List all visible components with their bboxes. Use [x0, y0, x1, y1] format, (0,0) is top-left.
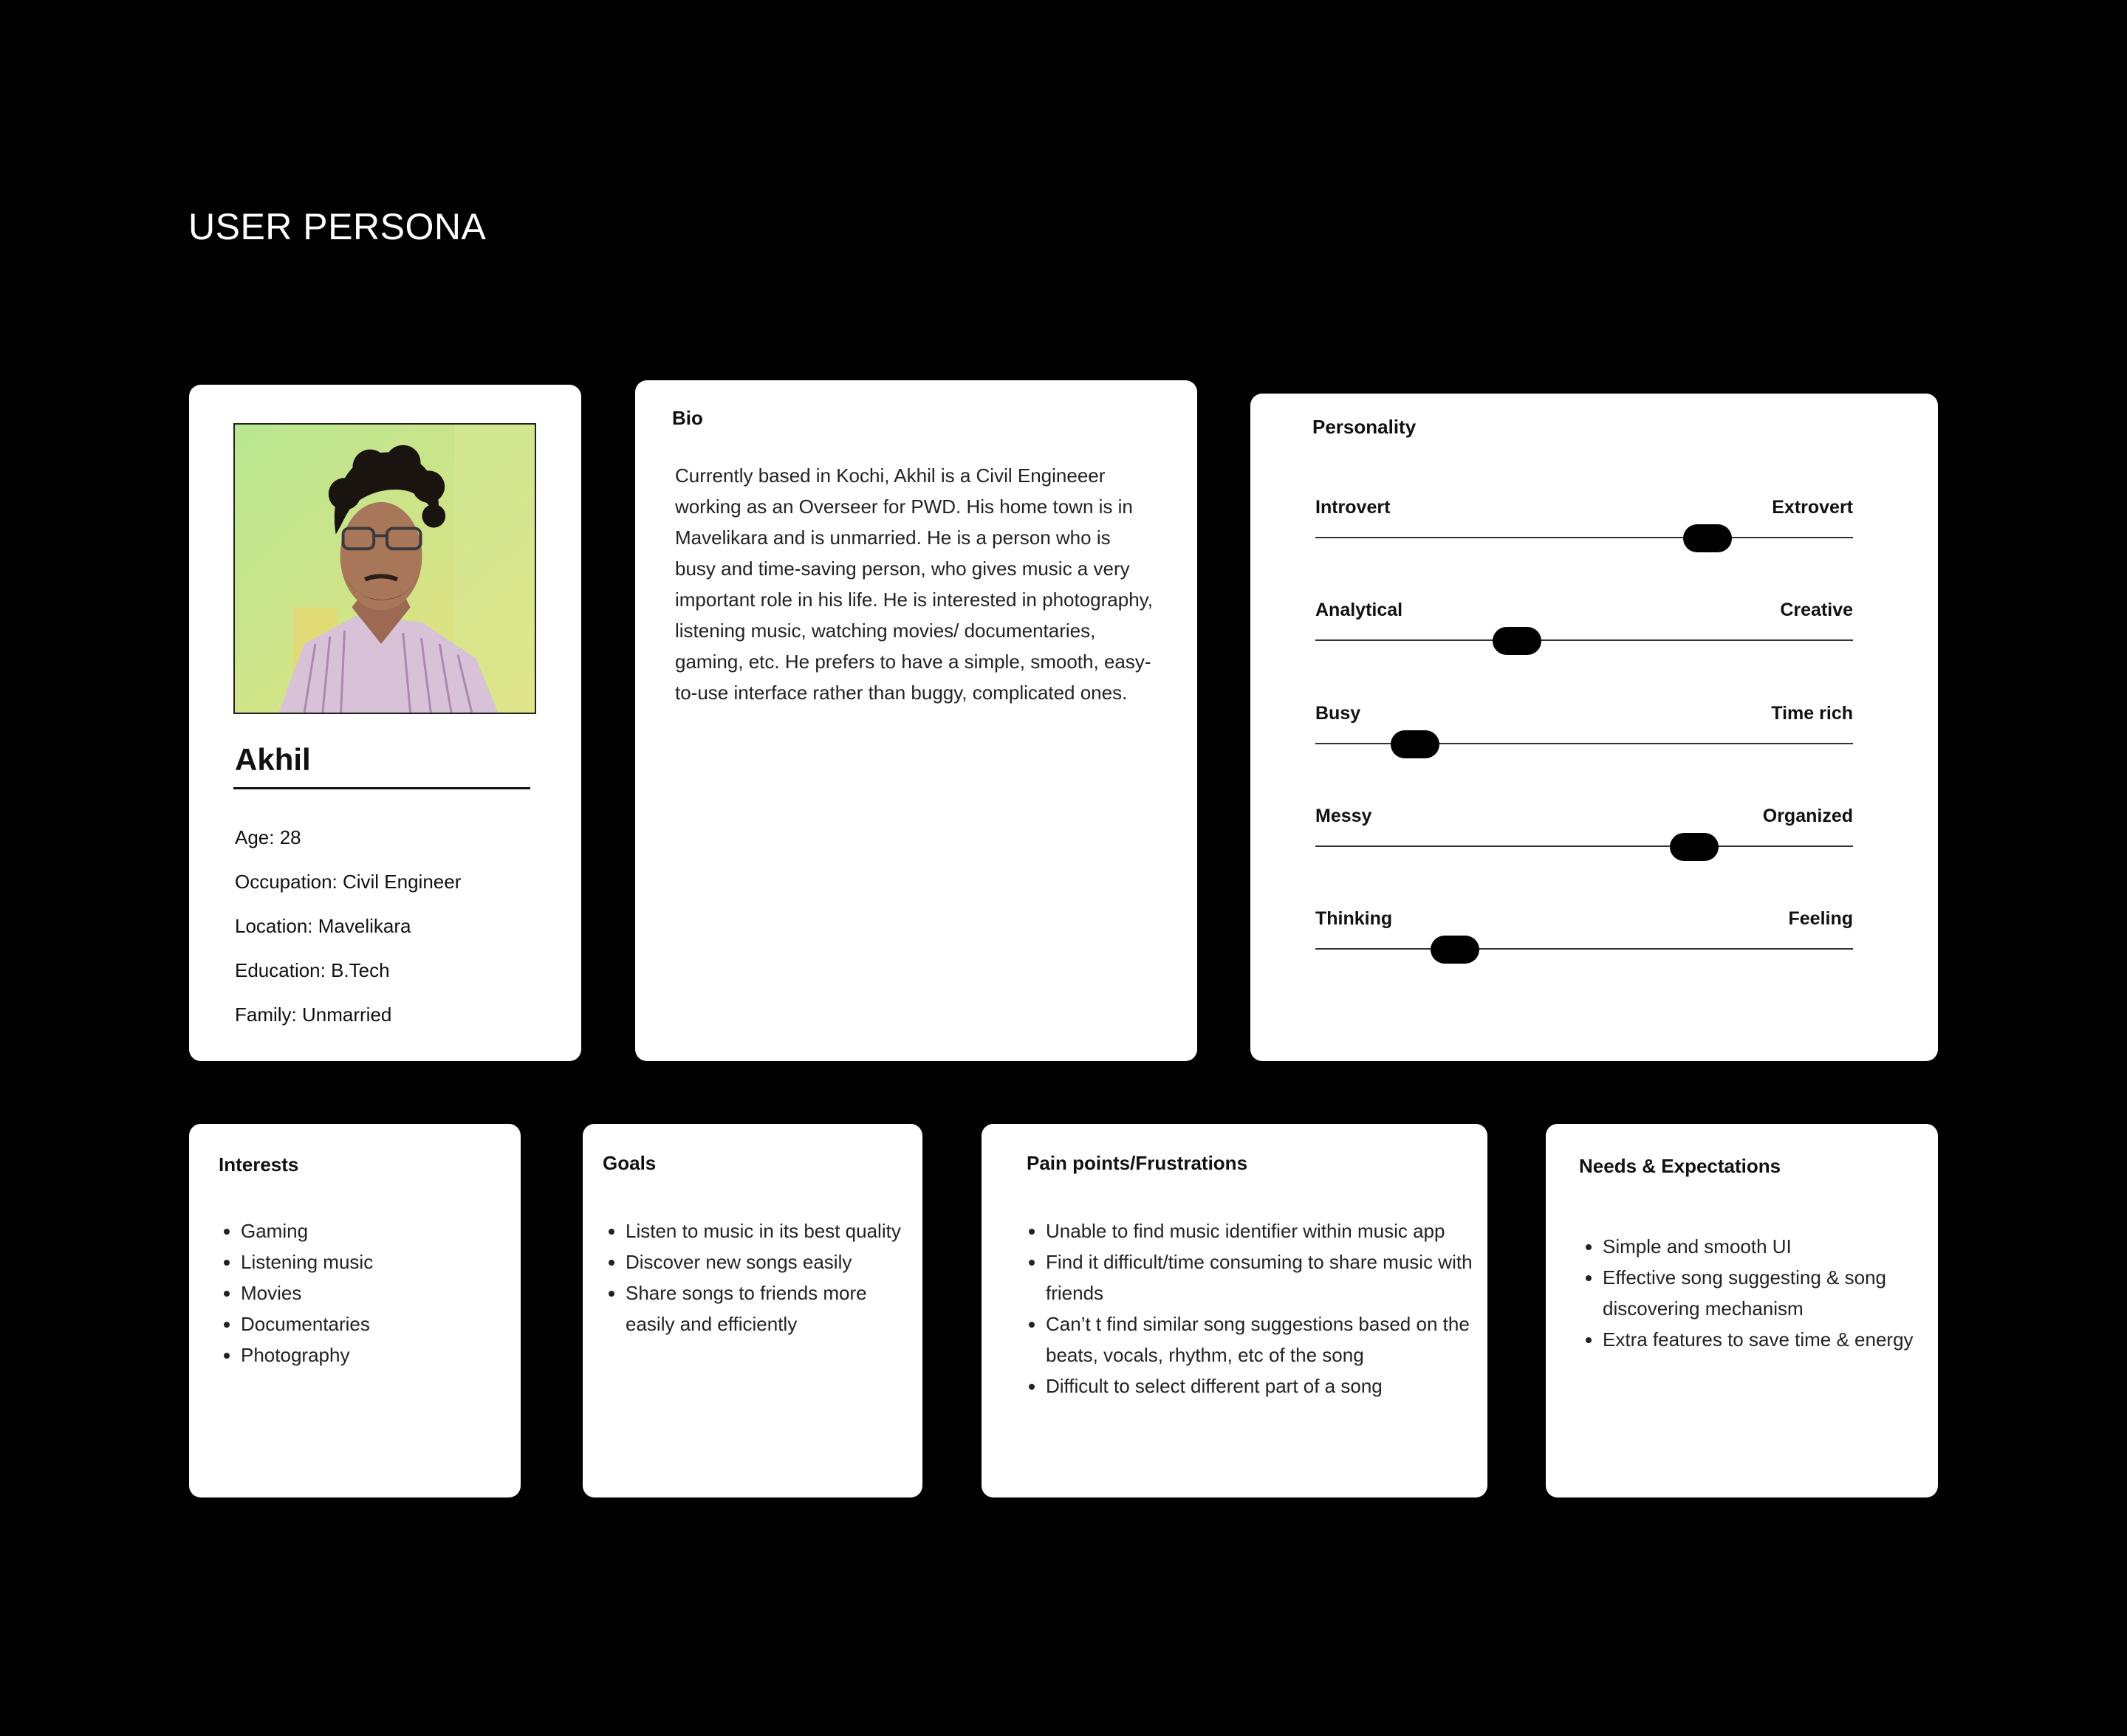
fact-family: Family: Unmarried — [235, 1003, 392, 1026]
trait-introvert-extrovert — [1315, 497, 1853, 556]
trait-slider-track — [1315, 639, 1853, 641]
personality-title: Personality — [1312, 416, 1417, 438]
needs-list — [1579, 1231, 1942, 1355]
needs-title: Needs & Expectations — [1579, 1155, 1781, 1177]
profile-card — [189, 385, 581, 1061]
list-item: • Unable to find music identifier within music app — [1046, 1215, 1489, 1246]
trait-analytical-creative — [1315, 600, 1853, 659]
list-item: • Simple and smooth UI — [1603, 1231, 1942, 1262]
list-item: • Discover new songs easily — [626, 1246, 921, 1277]
trait-busy-time-rich — [1315, 703, 1853, 762]
list-item: • Find it difficult/time consuming to share music with friends — [1046, 1246, 1489, 1308]
list-item: • Movies — [241, 1277, 521, 1308]
goals-title: Goals — [603, 1152, 657, 1174]
trait-slider-knob[interactable] — [1670, 833, 1719, 861]
trait-slider-knob[interactable] — [1493, 627, 1541, 655]
needs-card — [1546, 1124, 1938, 1497]
list-item: • Difficult to select different part of a song — [1046, 1370, 1489, 1402]
fact-location: Location: Mavelikara — [235, 915, 411, 937]
goals-card — [583, 1124, 922, 1497]
personality-card — [1250, 394, 1938, 1061]
list-item: • Documentaries — [241, 1308, 521, 1339]
trait-left-label: Messy — [1315, 806, 1372, 826]
interests-title: Interests — [219, 1153, 299, 1176]
trait-messy-organized — [1315, 806, 1853, 865]
name-divider — [233, 787, 530, 789]
list-item: • Photography — [241, 1339, 521, 1370]
trait-slider-track — [1315, 948, 1853, 950]
trait-left-label: Busy — [1315, 703, 1361, 724]
pain-points-list — [1022, 1215, 1489, 1402]
goals-list — [602, 1215, 921, 1339]
bio-card — [635, 380, 1197, 1061]
list-item: • Extra features to save time & energy — [1603, 1324, 1942, 1355]
trait-right-label: Creative — [1780, 600, 1853, 620]
fact-education: Education: B.Tech — [235, 959, 390, 981]
trait-slider-knob[interactable] — [1391, 730, 1439, 758]
trait-right-label: Time rich — [1771, 703, 1853, 724]
trait-left-label: Analytical — [1315, 600, 1403, 620]
fact-age: Age: 28 — [235, 826, 301, 848]
pain-points-title: Pain points/Frustrations — [1027, 1152, 1248, 1174]
list-item: • Gaming — [241, 1215, 521, 1246]
trait-right-label: Extrovert — [1772, 497, 1853, 518]
list-item: • Effective song suggesting & song discovering mechanism — [1603, 1262, 1942, 1324]
bio-text: Currently based in Kochi, Akhil is a Civil Engineeer working as an Overseer for PWD. His home town is in Mavelikara and is unmarried. He is a person who is busy and time-saving person, who gives music a very important role in his life. He is interested in photography, listening music, watching movies/ documentaries, gaming, etc. He prefers to have a simple, smooth, easy-to-use interface rather than buggy, complicated ones. — [675, 464, 1153, 704]
list-item: • Can’t t find similar song suggestions based on the beats, vocals, rhythm, etc of the song — [1046, 1308, 1489, 1370]
trait-right-label: Feeling — [1788, 908, 1853, 929]
list-item: • Listening music — [241, 1246, 521, 1277]
persona-name: Akhil — [235, 742, 311, 777]
list-item: • Listen to music in its best quality — [626, 1215, 921, 1246]
interests-card — [189, 1124, 521, 1497]
trait-thinking-feeling — [1315, 908, 1853, 967]
page-title: USER PERSONA — [188, 206, 487, 247]
trait-slider-knob[interactable] — [1431, 936, 1479, 964]
bio-title: Bio — [672, 407, 703, 429]
person-photo — [233, 423, 536, 714]
list-item: • Share songs to friends more easily and efficiently — [626, 1277, 921, 1339]
interests-list — [217, 1215, 521, 1370]
trait-slider-track — [1315, 537, 1853, 538]
trait-slider-track — [1315, 845, 1853, 847]
fact-occupation: Occupation: Civil Engineer — [235, 871, 462, 893]
trait-right-label: Organized — [1762, 806, 1853, 826]
pain-points-card — [982, 1124, 1487, 1497]
trait-left-label: Introvert — [1315, 497, 1391, 518]
trait-left-label: Thinking — [1315, 908, 1393, 929]
trait-slider-knob[interactable] — [1683, 524, 1732, 552]
